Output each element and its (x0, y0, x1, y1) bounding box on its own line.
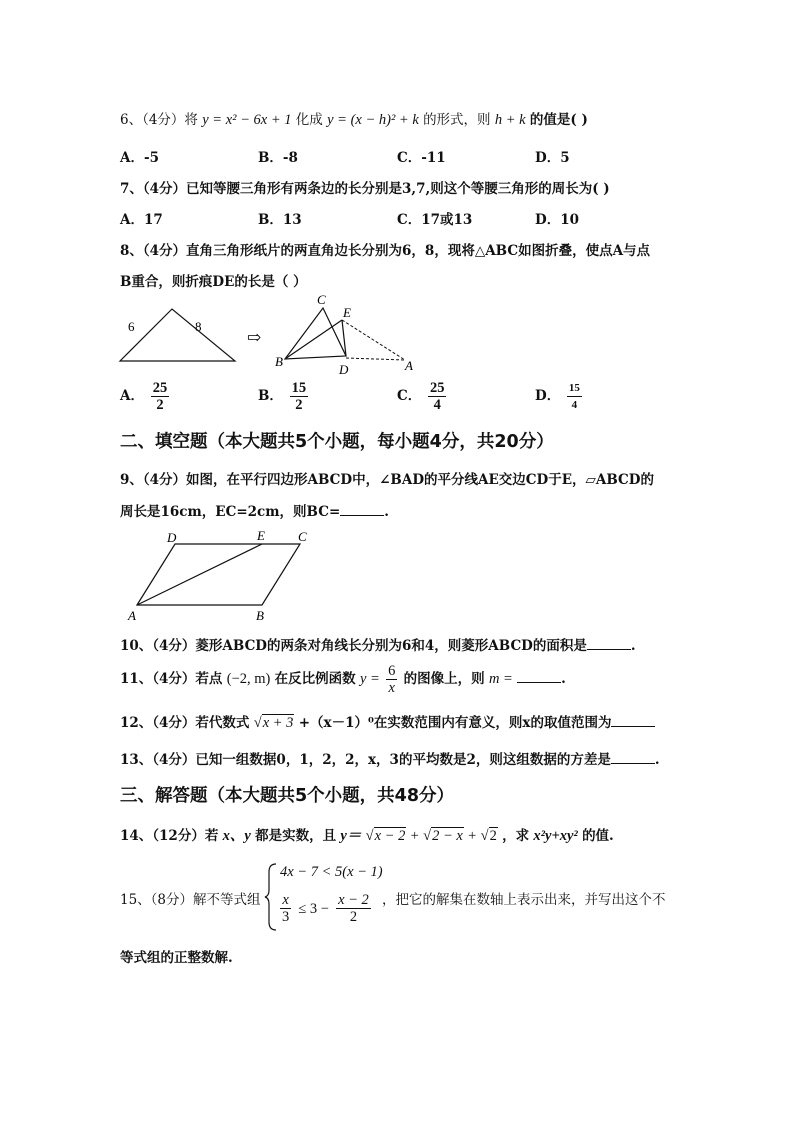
q13-answer-blank[interactable] (611, 751, 655, 764)
q9-point-c: C (298, 529, 307, 544)
q11-stem: 11、（4分）若点 (−2, m) 在反比例函数 y = $\frac{6}{x}$ 的图像上，则 m = . (120, 663, 566, 696)
q12-answer-blank[interactable] (611, 714, 655, 727)
q8-fraction-c: $\frac{25}{4}$ (429, 380, 445, 413)
q9-point-a: A (128, 608, 136, 623)
q9-point-d: D (167, 530, 177, 545)
q6-stem: 6、（4分）将 y = x² − 6x + 1 化成 y = (x − h)² + k 的形式，则 h + k 的值是( ) (120, 112, 588, 128)
q14-radical-1-icon: √ (365, 828, 374, 844)
q10-answer-blank[interactable] (587, 637, 631, 650)
q8-stem-line2: B重合，则折痕DE的长是（ ） (120, 274, 307, 290)
q8-point-a: A (405, 358, 413, 373)
q8-option-d[interactable]: D． $\frac{15}{4}$ (535, 382, 580, 411)
q6-option-b[interactable]: B．-8 (258, 150, 298, 166)
q15-label: 15、（8分）解不等式组 (120, 892, 261, 908)
q8-point-d: D (339, 362, 349, 377)
q6-option-c[interactable]: C．-11 (397, 150, 446, 166)
q8-label-6: 6 (128, 319, 135, 334)
q8-dashed-da (346, 358, 405, 360)
q14-radicand-2: 2 − x (432, 828, 463, 844)
q7-option-c[interactable]: C．17或13 (397, 212, 473, 228)
q11-point: (−2, m) (226, 671, 271, 687)
q12-radical-icon: √ (253, 715, 262, 731)
q9-point-b: B (256, 608, 264, 623)
q7-option-b[interactable]: B．13 (258, 212, 302, 228)
q15-line2: 等式组的正整数解. (120, 950, 233, 966)
q8-fraction-d: $\frac{15}{4}$ (568, 382, 580, 411)
q8-option-a[interactable]: A． $\frac{25}{2}$ (120, 380, 168, 413)
q8-option-c[interactable]: C． $\frac{25}{4}$ (397, 380, 445, 413)
q8-figure (110, 292, 430, 380)
q7-stem: 7、（4分）已知等腰三角形有两条边的长分别是3,7,则这个等腰三角形的周长为( ) (120, 181, 610, 197)
q7-option-d[interactable]: D．10 (535, 212, 579, 228)
section-2-title: 二、填空题（本大题共5个小题，每小题4分，共20分） (120, 432, 554, 452)
q14-stem: 14、（12分）若 x、y 都是实数，且 y＝ √x − 2 + √2 − x + √2 ，求 x²y+xy² 的值. (120, 828, 614, 844)
q12-radicand: x + 3 (262, 715, 294, 731)
section-3-title: 三、解答题（本大题共5个小题，共48分） (120, 786, 455, 806)
q15-brace-icon (264, 862, 278, 932)
q8-line-be (285, 320, 342, 359)
q8-dashed-ea (342, 320, 405, 360)
q6-option-a[interactable]: A．-5 (120, 150, 159, 166)
q10-stem: 10、（4分）菱形ABCD的两条对角线长分别为6和4，则菱形ABCD的面积是 . (120, 638, 636, 654)
q6-eq2: y = (x − h)² + k (327, 112, 419, 128)
q8-folded-triangle (285, 308, 346, 359)
q11-fraction: $\frac{6}{x}$ (388, 663, 396, 696)
q9-answer-blank[interactable] (340, 503, 384, 516)
q9-figure (125, 525, 325, 625)
q8-arrow-icon: ⇨ (247, 328, 262, 347)
q8-fraction-b: $\frac{15}{2}$ (291, 380, 307, 413)
q15-inequality-1: 4x − 7 < 5(x − 1) (280, 864, 383, 880)
q8-stem-line1: 8、（4分）直角三角形纸片的两直角边长分别为6，8，现将△ABC如图折叠，使点A与点 (120, 243, 651, 259)
q9-stem-line1: 9、（4分）如图，在平行四边形ABCD中，∠BAD的平分线AE交边CD于E，▱ABCD的 (120, 472, 655, 488)
q11-answer-blank[interactable] (517, 670, 561, 683)
q15-inequality-2: $\frac{x}{3}$ ≤ 3 − $\frac{x - 2}{2}$ (282, 892, 369, 925)
q9-parallelogram (137, 544, 300, 605)
q14-radicand-3: 2 (489, 828, 497, 844)
q8-point-b: B (275, 354, 283, 369)
q14-radicand-1: x − 2 (374, 828, 406, 844)
q13-stem: 13、（4分）已知一组数据0，1，2，2，x，3的平均数是2，则这组数据的方差是 . (120, 752, 660, 768)
q9-point-e: E (257, 528, 265, 543)
q7-option-a[interactable]: A．17 (120, 212, 163, 228)
q6-eq3: h + k (494, 112, 526, 128)
q6-eq1: y = x² − 6x + 1 (202, 112, 292, 128)
q6-option-d[interactable]: D．5 (535, 150, 570, 166)
q15-tail: ，把它的解集在数轴上表示出来，并写出这个不 (382, 892, 666, 908)
q8-label-8: 8 (195, 319, 202, 334)
q8-left-triangle (120, 309, 235, 361)
q14-radical-3-icon: √ (480, 828, 489, 844)
q14-radical-2-icon: √ (423, 828, 432, 844)
q9-stem-line2: 周长是16cm，EC=2cm，则BC= . (120, 504, 389, 520)
q8-option-b[interactable]: B． $\frac{15}{2}$ (258, 380, 307, 413)
q12-stem: 12、（4分）若代数式 √x + 3 +（x－1）⁰在实数范围内有意义，则x的取值范围为 (120, 711, 655, 732)
q8-fraction-a: $\frac{25}{2}$ (152, 380, 168, 413)
q8-point-e: E (343, 305, 351, 320)
q8-point-c: C (317, 292, 326, 307)
